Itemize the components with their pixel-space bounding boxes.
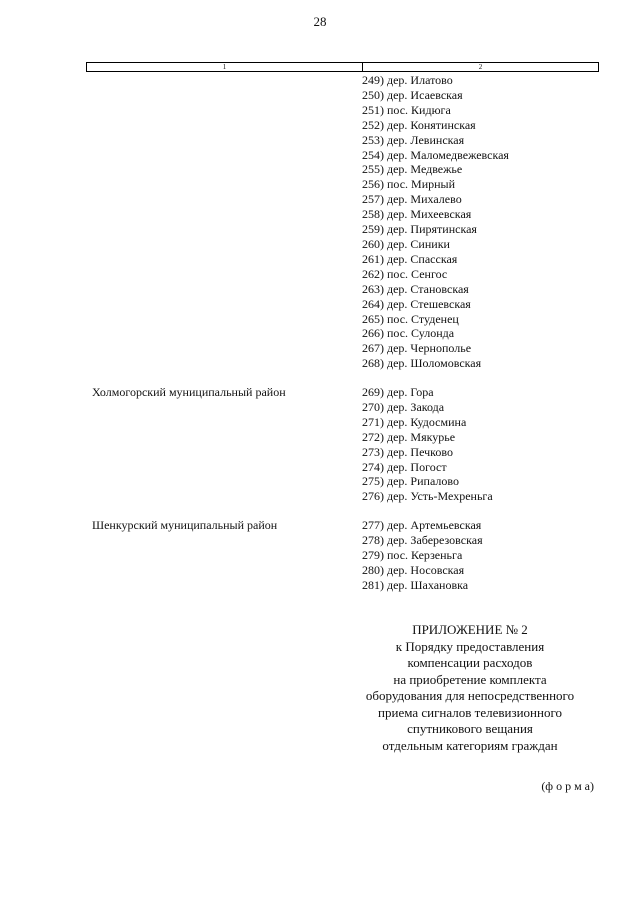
settlement-item: 264) дер. Стешевская: [362, 296, 471, 311]
settlement-item: 273) дер. Печково: [362, 444, 453, 459]
settlement-item: 278) дер. Заберезовская: [362, 532, 483, 547]
settlement-list: [362, 385, 493, 504]
settlement-item: 257) дер. Михалево: [362, 192, 462, 207]
settlement-item: 255) дер. Медвежье: [362, 162, 463, 177]
settlement-item: 275) дер. Рипалово: [362, 474, 459, 489]
table-header-col-2: 2: [478, 63, 483, 71]
appendix-subtitle-line: отдельным категориям граждан: [382, 737, 558, 753]
settlement-item: 279) пос. Керзеньга: [362, 547, 463, 562]
settlement-item: 270) дер. Закода: [362, 399, 445, 414]
settlement-item: 260) дер. Синики: [362, 236, 450, 251]
district-name: Шенкурский муниципальный район: [92, 518, 278, 532]
settlement-item: 276) дер. Усть-Мехреньга: [362, 489, 493, 504]
settlement-item: 256) пос. Мирный: [362, 177, 456, 192]
settlement-item: 251) пос. Кидюга: [362, 102, 451, 117]
settlement-item: 269) дер. Гора: [362, 385, 434, 399]
settlement-list: [362, 518, 483, 593]
settlement-list: [362, 73, 509, 371]
appendix-subtitle-line: к Порядку предоставления: [395, 638, 545, 654]
table-header-row: [86, 62, 599, 72]
settlement-item: 272) дер. Мякурье: [362, 429, 456, 444]
settlement-item: 271) дер. Кудосмина: [362, 414, 467, 429]
settlement-item: 280) дер. Носовская: [362, 562, 465, 577]
appendix-subtitle-line: на приобретение комплекта: [393, 671, 547, 687]
settlement-item: 249) дер. Илатово: [362, 73, 453, 87]
settlement-item: 259) дер. Пирятинская: [362, 222, 477, 237]
appendix-title: ПРИЛОЖЕНИЕ № 2: [412, 622, 528, 637]
settlement-item: 261) дер. Спасская: [362, 251, 458, 266]
settlement-item: 254) дер. Маломедвежевская: [362, 147, 509, 162]
settlement-item: 250) дер. Исаевская: [362, 87, 463, 102]
appendix-heading: [310, 622, 630, 754]
settlement-item: 258) дер. Михеевская: [362, 207, 472, 222]
appendix-subtitle-line: приема сигналов телевизионного: [378, 704, 562, 720]
settlement-item: 281) дер. Шахановка: [362, 577, 469, 592]
district-name: Холмогорский муниципальный район: [92, 385, 286, 399]
form-label: (ф о р м а): [541, 779, 594, 793]
page-number: 28: [313, 14, 327, 29]
settlement-item: 267) дер. Чернополье: [362, 341, 472, 356]
settlement-item: 262) пос. Сенгос: [362, 266, 448, 281]
settlement-item: 265) пос. Студенец: [362, 311, 459, 326]
settlement-item: 268) дер. Шоломовская: [362, 356, 482, 371]
appendix-subtitle-line: оборудования для непосредственного: [365, 688, 575, 703]
appendix-subtitle-line: спутникового вещания: [407, 721, 533, 736]
settlement-item: 252) дер. Конятинская: [362, 117, 476, 132]
settlement-item: 266) пос. Сулонда: [362, 326, 455, 341]
table-header-col-1: 1: [87, 63, 363, 71]
settlement-item: 253) дер. Левинская: [362, 132, 465, 147]
settlement-item: 263) дер. Становская: [362, 281, 469, 296]
settlement-item: 277) дер. Артемьевская: [362, 518, 482, 532]
settlement-item: 274) дер. Погост: [362, 459, 447, 474]
appendix-subtitle-line: компенсации расходов: [407, 655, 533, 670]
